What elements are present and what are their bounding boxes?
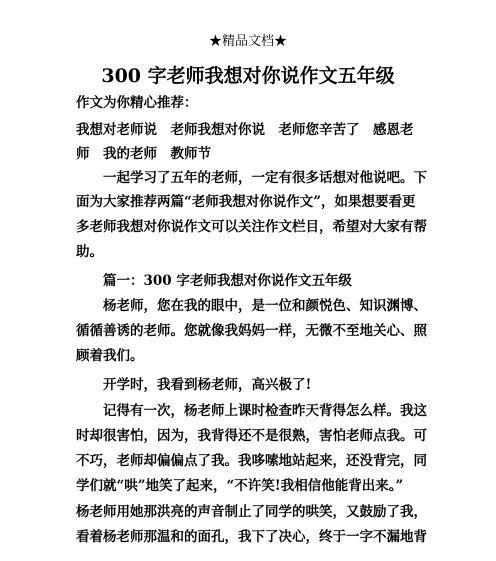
text-line: 杨老师，您在我的眼中，是一位和颜悦色、知识渊博、 — [76, 298, 427, 314]
document-header: ★精品文档★ — [208, 34, 287, 49]
text-line: 看着杨老师那温和的面孔，我下了决心，终于一字不漏地背 — [76, 529, 427, 545]
text-line: 我想对老师说 老师我想对你说 老师您辛苦了 感恩老 — [76, 122, 414, 138]
text-line: 作文为你精心推荐： — [76, 95, 198, 111]
text-line: 面为大家推荐两篇“老师我想对你说作文”，如果想要看更 — [76, 194, 416, 210]
text-line: 师 我的老师 教师节 — [76, 146, 211, 162]
text-line: 学们就“哄”地笑了起来，“不许笑!我相信他能背出来。” — [76, 478, 404, 494]
text-line: 多老师我想对你说作文可以关注作文栏目，希望对大家有帮 — [76, 219, 427, 235]
text-line: 循循善诱的老师。您就像我妈妈一样，无微不至地关心、照 — [76, 323, 427, 339]
text-line: 篇一：300 字老师我想对你说作文五年级 — [76, 273, 352, 289]
document-title: 300 字老师我想对你说作文五年级 — [101, 65, 395, 87]
text-line: 一起学习了五年的老师，一定有很多话想对他说吧。下 — [76, 170, 427, 186]
text-line: 记得有一次，杨老师上课时检查昨天背得怎么样。我这 — [76, 403, 427, 419]
text-line: 开学时，我看到杨老师，高兴极了! — [76, 377, 312, 393]
text-line: 杨老师用她那洪亮的声音制止了同学的哄笑，又鼓励了我， — [76, 504, 427, 520]
text-line: 助。 — [76, 244, 103, 260]
text-line: 顾着我们。 — [76, 348, 144, 364]
text-line: 时却很害怕，因为，我背得还不是很熟，害怕老师点我。可 — [76, 428, 427, 444]
text-line: 不巧，老师却偏偏点了我。我哆嗦地站起来，还没背完，同 — [76, 453, 427, 469]
